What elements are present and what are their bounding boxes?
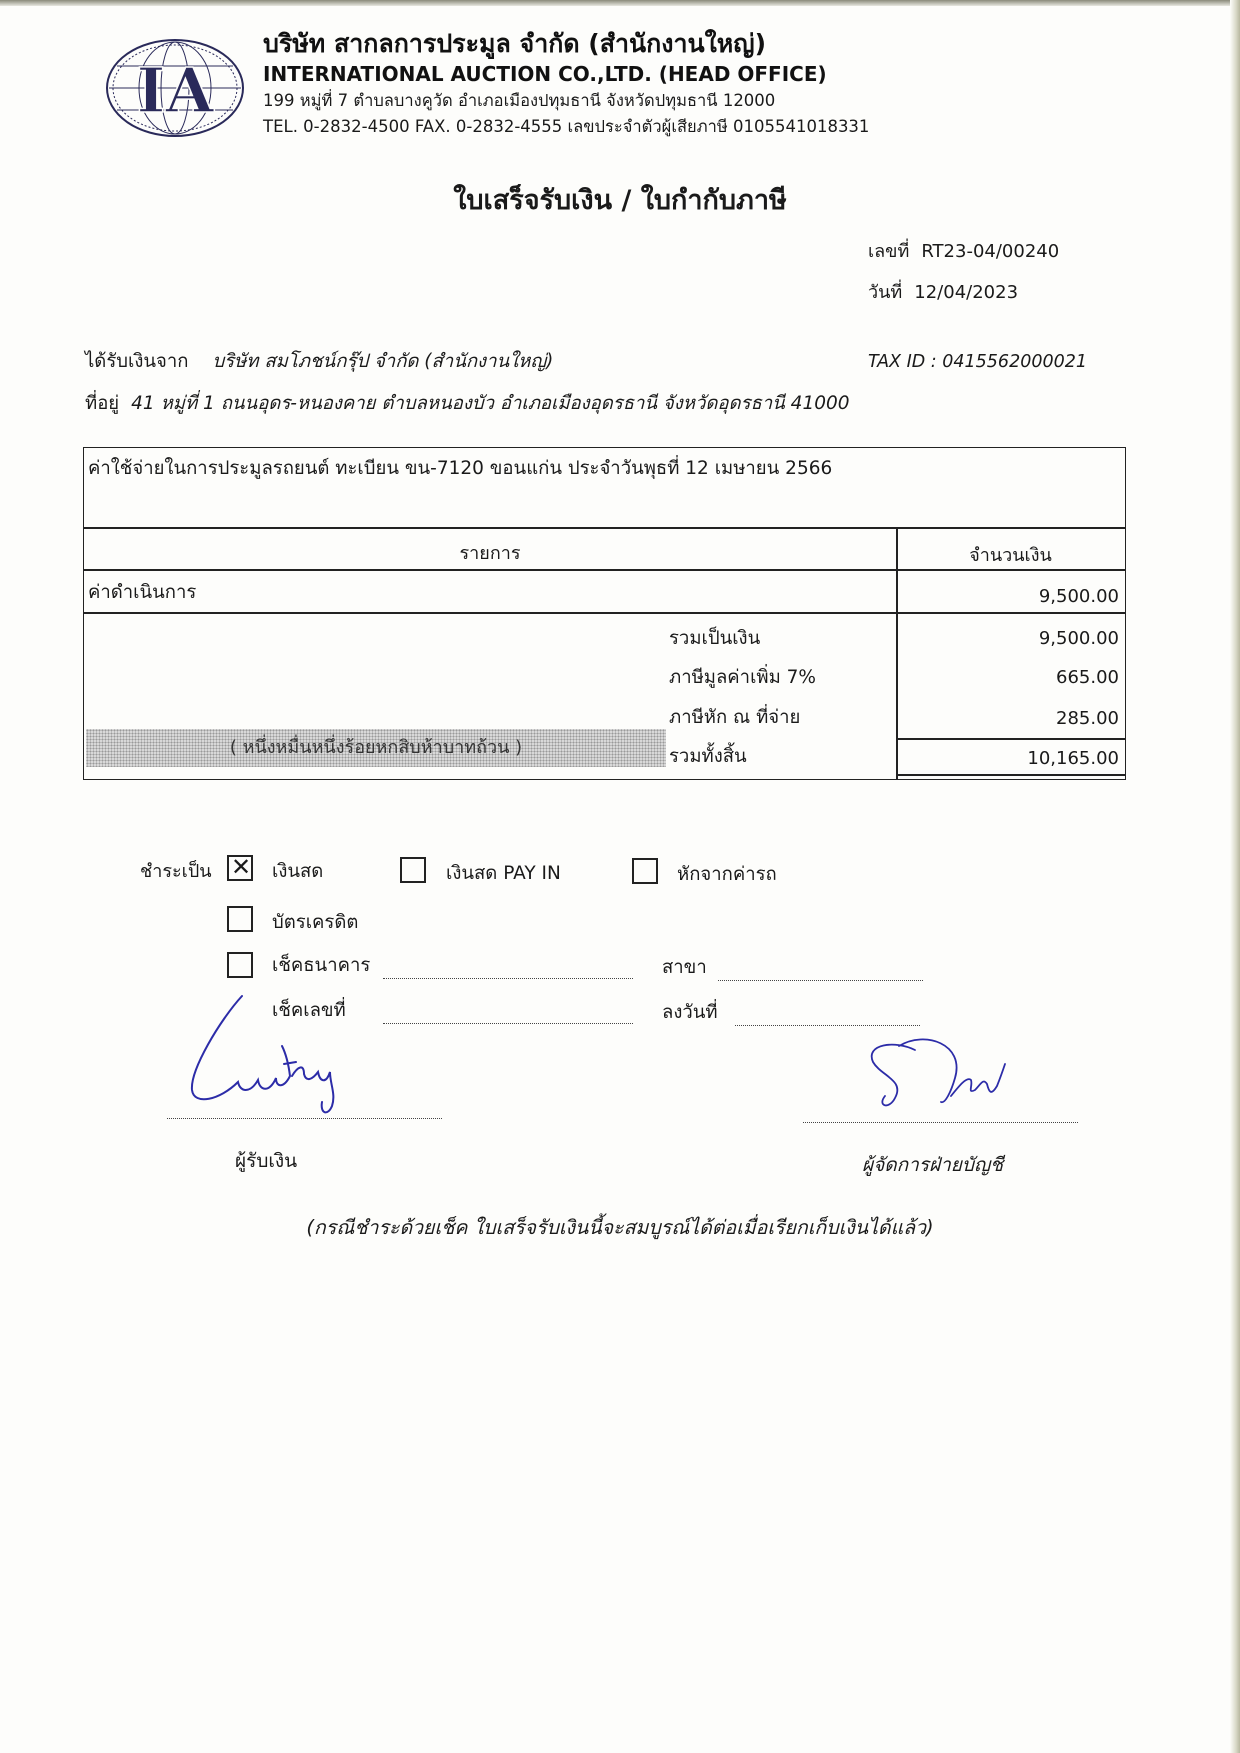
company-address: 199 หมู่ที่ 7 ตำบลบางคูวัด อำเภอเมืองปทุมธานี จังหวัดปทุมธานี 12000 xyxy=(263,91,776,110)
pay-in-checkbox[interactable] xyxy=(400,857,426,883)
payer-address: 41 หมู่ที่ 1 ถนนอุดร-หนองคาย ตำบลหนองบัว อำเภอเมืองอุดรธานี จังหวัดอุดรธานี 41000 xyxy=(131,393,850,414)
receipt-date-value: 12/04/2023 xyxy=(914,282,1019,303)
bank-cheque-option-label: เช็คธนาคาร xyxy=(272,955,371,976)
company-name-th: บริษัท สากลการประมูล จำกัด (สำนักงานใหญ่) xyxy=(263,29,767,58)
wht-label: ภาษีหัก ณ ที่จ่าย xyxy=(669,707,801,728)
checked-x-icon: ✕ xyxy=(231,853,252,881)
scan-edge-right xyxy=(1230,0,1240,1753)
logo-monogram: IA xyxy=(136,54,214,127)
payment-label: ชำระเป็น xyxy=(140,861,212,882)
receipt-date xyxy=(868,277,1018,306)
payer-tax-id: TAX ID : 0415562000021 xyxy=(868,352,1088,372)
payer-address-line xyxy=(85,389,850,418)
grand-total-double-rule xyxy=(896,774,1125,776)
cheque-number-label: เช็คเลขที่ xyxy=(272,1000,346,1021)
items-table xyxy=(83,447,1126,780)
document-title: ใบเสร็จรับเงิน / ใบกำกับภาษี xyxy=(453,185,787,216)
payer-label: ได้รับเงินจาก xyxy=(85,351,189,372)
branch-label: สาขา xyxy=(662,957,707,978)
branch-field[interactable] xyxy=(718,980,923,981)
grand-total-amount: 10,165.00 xyxy=(1027,748,1119,769)
credit-card-checkbox[interactable] xyxy=(227,906,253,932)
receipt-number xyxy=(868,236,1059,265)
payer-address-label: ที่อยู่ xyxy=(85,393,120,414)
cheque-date-label: ลงวันที่ xyxy=(662,1002,718,1023)
payer-line xyxy=(85,347,553,376)
vat-label: ภาษีมูลค่าเพิ่ม 7% xyxy=(669,667,817,688)
wht-amount: 285.00 xyxy=(1056,708,1119,729)
cheque-date-field[interactable] xyxy=(735,1025,920,1026)
receipt-number-value: RT23-04/00240 xyxy=(921,241,1060,262)
receipt-number-label: เลขที่ xyxy=(868,241,910,262)
payer-name: บริษัท สมโภชน์กรุ๊ป จำกัด (สำนักงานใหญ่) xyxy=(212,351,554,372)
table-rule xyxy=(84,569,1125,571)
scan-edge-top xyxy=(0,0,1240,6)
table-rule xyxy=(84,612,1125,614)
manager-label: ผู้จัดการฝ่ายบัญชี xyxy=(862,1154,1004,1176)
receiver-signature-line xyxy=(167,1118,442,1119)
cheque-footnote: (กรณีชำระด้วยเช็ค ใบเสร็จรับเงินนี้จะสมบูรณ์ได้ต่อเมื่อเรียกเก็บเงินได้แล้ว) xyxy=(306,1216,934,1239)
grand-total-rule xyxy=(896,738,1125,740)
receipt-date-label: วันที่ xyxy=(868,282,903,303)
receiver-label: ผู้รับเงิน xyxy=(235,1150,298,1172)
deduct-option-label: หักจากค่ารถ xyxy=(677,864,777,885)
item-name: ค่าดำเนินการ xyxy=(88,582,197,603)
column-header-item: รายการ xyxy=(459,543,521,564)
company-name-en: INTERNATIONAL AUCTION CO.,LTD. (HEAD OFFICE) xyxy=(263,62,827,86)
subtotal-amount: 9,500.00 xyxy=(1038,628,1119,649)
grand-total-label: รวมทั้งสิ้น xyxy=(669,746,747,767)
company-contact: TEL. 0-2832-4500 FAX. 0-2832-4555 เลขประจำตัวผู้เสียภาษี 0105541018331 xyxy=(263,117,870,136)
manager-signature xyxy=(855,1030,1035,1125)
cash-checkbox[interactable] xyxy=(227,855,253,881)
subtotal-label: รวมเป็นเงิน xyxy=(669,628,761,649)
manager-signature-line xyxy=(803,1122,1078,1123)
column-header-amount: จำนวนเงิน xyxy=(969,545,1052,566)
table-rule xyxy=(84,527,1125,529)
cheque-number-field[interactable] xyxy=(383,1023,633,1024)
bank-cheque-field[interactable] xyxy=(383,978,633,979)
deduct-checkbox[interactable] xyxy=(632,858,658,884)
expense-description: ค่าใช้จ่ายในการประมูลรถยนต์ ทะเบียน ขน-7120 ขอนแก่น ประจำวันพุธที่ 12 เมษายน 2566 xyxy=(88,458,833,479)
item-amount: 9,500.00 xyxy=(1038,586,1119,607)
company-header xyxy=(263,28,869,140)
vat-amount: 665.00 xyxy=(1056,667,1119,688)
company-logo xyxy=(105,38,245,138)
cash-option-label: เงินสด xyxy=(272,861,324,882)
amount-in-words: ( หนึ่งหมื่นหนึ่งร้อยหกสิบห้าบาทถ้วน ) xyxy=(86,729,666,767)
bank-cheque-checkbox[interactable] xyxy=(227,952,253,978)
pay-in-option-label: เงินสด PAY IN xyxy=(446,863,561,884)
receiver-signature xyxy=(180,990,380,1125)
credit-card-option-label: บัตรเครดิต xyxy=(272,912,359,933)
